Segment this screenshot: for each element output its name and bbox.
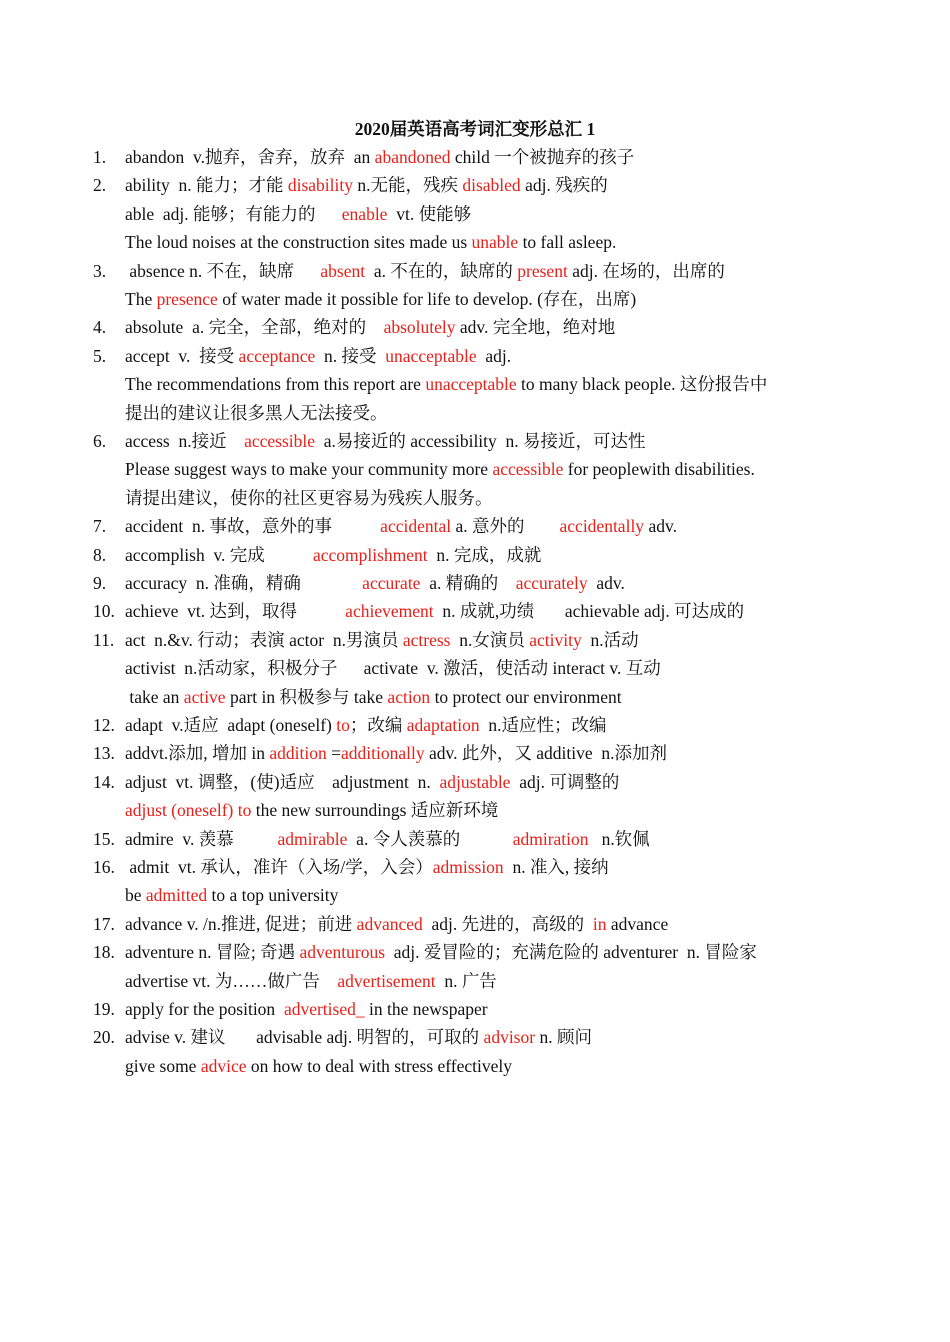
line-text: n. 成就,功绩 achievable adj. 可达成的: [433, 601, 745, 621]
highlighted-word: unacceptable: [425, 374, 517, 394]
line-text: accuracy n. 准确，精确: [125, 573, 363, 593]
highlighted-word: advisor: [483, 1027, 536, 1047]
line-text: a. 精确的: [420, 573, 516, 593]
line-text: The loud noises at the construction sites made us: [125, 232, 472, 252]
entry-continuation-line: [125, 203, 471, 225]
highlighted-word: adaptation: [406, 715, 480, 735]
highlighted-word: advanced: [356, 914, 423, 934]
line-text: be: [125, 885, 146, 905]
entry-line: [125, 1026, 592, 1048]
highlighted-word: accurately: [515, 573, 588, 593]
line-text: Please suggest ways to make your community more: [125, 459, 493, 479]
line-text: adj. 在场的，出席的: [567, 261, 725, 281]
line-text: vt. 使能够: [387, 204, 472, 224]
line-text: n.女演员: [450, 630, 530, 650]
line-text: n. 完成，成就: [427, 545, 542, 565]
line-text: adj. 先进的，高级的: [422, 914, 593, 934]
line-text: absolute a. 完全，全部，绝对的: [125, 317, 384, 337]
entry-line: [125, 629, 639, 651]
entry-number: 18.: [93, 942, 115, 962]
highlighted-word: accessible: [244, 431, 316, 451]
highlighted-word: enable: [341, 204, 388, 224]
highlighted-word: activity: [529, 630, 582, 650]
line-text: admire v. 羡慕: [125, 829, 278, 849]
line-text: ；改编: [349, 715, 407, 735]
entry-continuation-line: [125, 884, 338, 906]
highlighted-word: accomplishment: [312, 545, 428, 565]
highlighted-word: present: [517, 261, 568, 281]
line-text: addvt.添加, 增加 in: [125, 743, 270, 763]
highlighted-word: admitted: [145, 885, 208, 905]
highlighted-word: disabled: [462, 175, 521, 195]
line-text: to fall asleep.: [518, 232, 617, 252]
highlighted-word: admiration: [512, 829, 589, 849]
line-text: give some: [125, 1056, 201, 1076]
highlighted-word: to: [336, 715, 350, 735]
line-text: admit vt. 承认，准许（入场/学，入会）: [125, 857, 433, 877]
highlighted-word: adventurous: [299, 942, 386, 962]
entry-number: 3.: [93, 261, 107, 281]
entry-line: [125, 998, 488, 1020]
line-text: ability n. 能力；才能: [125, 175, 288, 195]
highlighted-word: unacceptable: [385, 346, 477, 366]
entry-number: 5.: [93, 346, 107, 366]
line-text: n. 广告: [435, 971, 497, 991]
highlighted-word: accurate: [362, 573, 421, 593]
line-text: to protect our environment: [430, 687, 622, 707]
line-text: accept v. 接受: [125, 346, 239, 366]
line-text: =: [326, 743, 341, 763]
entry-number: 16.: [93, 857, 115, 877]
line-text: adventure n. 冒险; 奇遇: [125, 942, 300, 962]
line-text: in the newspaper: [364, 999, 488, 1019]
entry-continuation-line: [125, 1055, 512, 1077]
entry-line: [125, 260, 725, 282]
line-text: apply for the position: [125, 999, 284, 1019]
line-text: absence n. 不在，缺席: [125, 261, 321, 281]
line-text: to a top university: [207, 885, 339, 905]
line-text: abandon v.抛弃，舍弃，放弃 an: [125, 147, 375, 167]
line-text: to many black people. 这份报告中: [516, 374, 768, 394]
highlighted-word: accessible: [492, 459, 564, 479]
entry-line: [125, 742, 667, 764]
line-text: act n.&v. 行动；表演 actor n.男演员: [125, 630, 403, 650]
highlighted-word: unable: [471, 232, 519, 252]
line-text: adj. 爱冒险的；充满危险的 adventurer n. 冒险家: [385, 942, 757, 962]
entry-continuation-line: [125, 686, 622, 708]
entry-line: [125, 856, 609, 878]
entry-line: [125, 714, 607, 736]
highlighted-word: abandoned: [374, 147, 451, 167]
highlighted-word: addition: [269, 743, 327, 763]
entry-line: [125, 600, 744, 622]
line-text: n.无能，残疾: [352, 175, 463, 195]
entry-line: [125, 146, 634, 168]
entry-line: [125, 430, 646, 452]
entry-number: 15.: [93, 829, 115, 849]
highlighted-word: adjust (oneself) to: [125, 800, 252, 820]
page-title: 2020届英语高考词汇变形总汇 1: [354, 119, 596, 139]
highlighted-word: active: [183, 687, 226, 707]
line-text: The: [125, 289, 157, 309]
highlighted-word: advertised_: [283, 999, 365, 1019]
highlighted-word: absent: [320, 261, 366, 281]
line-text: n. 准入, 接纳: [503, 857, 609, 877]
highlighted-word: admirable: [277, 829, 348, 849]
entry-continuation-line: [125, 657, 661, 679]
line-text: adj. 可调整的: [510, 772, 620, 792]
highlighted-word: action: [387, 687, 431, 707]
highlighted-word: advertisement: [337, 971, 436, 991]
entry-number: 19.: [93, 999, 115, 1019]
line-text: activist n.活动家，积极分子 activate v. 激活，使活动 interact v. 互动: [125, 658, 661, 678]
line-text: adjust vt. 调整，(使)适应 adjustment n.: [125, 772, 440, 792]
line-text: accomplish v. 完成: [125, 545, 313, 565]
line-text: take an: [125, 687, 184, 707]
entry-line: [125, 544, 541, 566]
entry-continuation-line: [125, 288, 636, 310]
line-text: a. 令人羡慕的: [347, 829, 513, 849]
entry-continuation-line: [125, 373, 767, 395]
line-text: accident n. 事故，意外的事: [125, 516, 381, 536]
entry-number: 13.: [93, 743, 115, 763]
entry-line: [125, 316, 615, 338]
entry-number: 6.: [93, 431, 107, 451]
entry-continuation-line: [125, 458, 755, 480]
entry-line: [125, 771, 619, 793]
entry-number: 12.: [93, 715, 115, 735]
line-text: adv.: [644, 516, 677, 536]
entry-number: 8.: [93, 545, 107, 565]
line-text: a. 不在的，缺席的: [365, 261, 518, 281]
entry-continuation-line: [125, 970, 497, 992]
entry-continuation-line: [125, 231, 616, 253]
line-text: part in 积极参与 take: [225, 687, 388, 707]
line-text: advise v. 建议 advisable adj. 明智的，可取的: [125, 1027, 484, 1047]
entry-line: [125, 913, 668, 935]
line-text: access n.接近: [125, 431, 245, 451]
line-text: adj. 残疾的: [520, 175, 608, 195]
entry-number: 7.: [93, 516, 107, 536]
highlighted-word: adjustable: [439, 772, 511, 792]
line-text: n. 顾问: [535, 1027, 592, 1047]
entry-number: 9.: [93, 573, 107, 593]
highlighted-word: advice: [200, 1056, 247, 1076]
entry-number: 1.: [93, 147, 107, 167]
line-text: 请提出建议，使你的社区更容易为残疾人服务。: [125, 488, 493, 508]
line-text: adj.: [476, 346, 512, 366]
entry-line: [125, 572, 625, 594]
line-text: adv.: [587, 573, 625, 593]
line-text: n.钦佩: [588, 829, 650, 849]
highlighted-word: accidental: [380, 516, 452, 536]
highlighted-word: admission: [432, 857, 504, 877]
line-text: adapt v.适应 adapt (oneself): [125, 715, 337, 735]
entry-number: 20.: [93, 1027, 115, 1047]
entry-line: [125, 345, 511, 367]
highlighted-word: additionally: [340, 743, 425, 763]
entry-number: 17.: [93, 914, 115, 934]
highlighted-word: in: [592, 914, 607, 934]
highlighted-word: accidentally: [559, 516, 645, 536]
line-text: a.易接近的 accessibility n. 易接近，可达性: [315, 431, 646, 451]
entry-continuation-line: [125, 402, 388, 424]
line-text: a. 意外的: [451, 516, 560, 536]
entry-number: 10.: [93, 601, 115, 621]
line-text: adv. 此外，又 additive n.添加剂: [424, 743, 667, 763]
line-text: n.活动: [581, 630, 639, 650]
entry-continuation-line: [125, 799, 498, 821]
line-text: the new surroundings 适应新环境: [251, 800, 499, 820]
line-text: of water made it possible for life to develop. (存在，出席): [217, 289, 637, 309]
line-text: advertise vt. 为……做广告: [125, 971, 338, 991]
entry-number: 4.: [93, 317, 107, 337]
line-text: n.适应性；改编: [479, 715, 607, 735]
entry-line: [125, 941, 757, 963]
line-text: able adj. 能够；有能力的: [125, 204, 342, 224]
line-text: advance v. /n.推进, 促进；前进: [125, 914, 357, 934]
highlighted-word: actress: [402, 630, 451, 650]
line-text: adv. 完全地，绝对地: [455, 317, 616, 337]
line-text: child 一个被抛弃的孩子: [450, 147, 635, 167]
line-text: for peoplewith disabilities.: [563, 459, 755, 479]
line-text: on how to deal with stress effectively: [246, 1056, 513, 1076]
highlighted-word: absolutely: [383, 317, 456, 337]
line-text: 提出的建议让很多黑人无法接受。: [125, 403, 388, 423]
line-text: advance: [606, 914, 669, 934]
line-text: The recommendations from this report are: [125, 374, 426, 394]
entry-continuation-line: [125, 487, 493, 509]
entry-number: 2.: [93, 175, 107, 195]
entry-number: 14.: [93, 772, 115, 792]
entry-line: [125, 515, 677, 537]
entry-line: [125, 174, 608, 196]
highlighted-word: disability: [287, 175, 353, 195]
line-text: achieve vt. 达到，取得: [125, 601, 346, 621]
line-text: n. 接受: [315, 346, 386, 366]
highlighted-word: acceptance: [238, 346, 316, 366]
entry-number: 11.: [93, 630, 115, 650]
highlighted-word: presence: [156, 289, 218, 309]
highlighted-word: achievement: [345, 601, 434, 621]
entry-line: [125, 828, 650, 850]
